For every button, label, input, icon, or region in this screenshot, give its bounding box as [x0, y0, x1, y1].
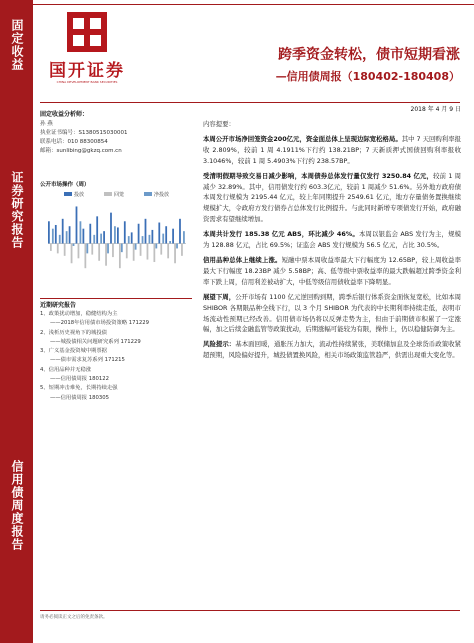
- chart-bar: [50, 244, 52, 251]
- paragraph-5-lead: 展望下周，: [203, 292, 236, 301]
- chart-panel: [40, 180, 190, 300]
- chart-bar: [158, 223, 160, 244]
- footer-disclaimer: 请务必阅读正文之后的免责条款。: [40, 615, 108, 620]
- chart-bar: [96, 216, 98, 243]
- chart-bar: [89, 224, 91, 244]
- related-item-source: ——城投债相关问题研究系列 171229: [50, 338, 141, 345]
- legend-label: 回笼: [114, 192, 125, 198]
- chart-bar: [117, 227, 119, 243]
- analyst-cert: 执业证书编号：S1380515030001: [40, 130, 128, 136]
- chart-bar: [66, 231, 68, 243]
- chart-bar: [153, 244, 155, 263]
- sidebar-top-label: 固定收益: [10, 19, 24, 71]
- chart-bar: [98, 244, 100, 261]
- top-rule: [33, 4, 474, 5]
- report-title: 跨季资金转松，债市短期看涨: [278, 47, 460, 63]
- related-item-source: ——债市需求复苏系列 171215: [50, 357, 125, 364]
- chart-bar: [57, 244, 59, 254]
- analyst-name: 孙 燕: [40, 121, 53, 127]
- legend-swatch: [104, 192, 112, 196]
- sidebar-mid-label: 证券研究报告: [10, 171, 24, 249]
- chart-bar: [100, 234, 102, 244]
- chart-bar: [52, 229, 54, 244]
- chart-bar: [119, 244, 121, 269]
- chart-bar: [121, 244, 123, 253]
- analyst-email[interactable]: 邮箱：sunlibing@gkzq.com.cn: [40, 148, 122, 154]
- paragraph-2-lead: 受清明假期导致交易日减少影响，本周债券总体发行量仅发行 3250.84 亿元，: [203, 171, 434, 180]
- chart-bar: [176, 244, 178, 249]
- chart-bar: [126, 244, 128, 259]
- chart-bar: [105, 244, 107, 266]
- paragraph-5: [203, 292, 461, 336]
- header-rule: [40, 102, 460, 103]
- report-body: [203, 104, 461, 365]
- chart-bar: [174, 244, 176, 264]
- related-item[interactable]: 4、信用品种并无稳涨: [40, 366, 92, 373]
- logo-mark-icon: [67, 12, 107, 52]
- paragraph-6-text: 基本面回暖，通胀压力加大，流动性持续紧张，美联储加息及全球货币政策收紧超预期，风险偏好提升，城投债置换风险，相关市场政策监管趋严，供需出现重大变化等。: [203, 340, 462, 360]
- chart-bar: [110, 213, 112, 244]
- chart-bar: [107, 244, 109, 254]
- chart-bar: [48, 221, 50, 243]
- chart-title: 公开市场操作（周）: [40, 182, 90, 188]
- chart-bar: [140, 244, 142, 256]
- related-item[interactable]: 5、短期冲击难免，长期持续走强: [40, 385, 118, 392]
- paragraph-3: [203, 229, 461, 251]
- company-logo: [47, 12, 127, 96]
- chart-bar: [55, 225, 57, 244]
- chart-bar: [147, 244, 149, 260]
- chart-bar: [133, 244, 135, 261]
- chart-bar: [135, 244, 137, 250]
- paragraph-6: [203, 339, 461, 361]
- chart-bar: [172, 229, 174, 244]
- related-heading: 近期研究报告: [40, 302, 77, 309]
- chart-svg: [40, 188, 190, 293]
- paragraph-4: [203, 255, 461, 288]
- related-item-source: ——信用债周报 180305: [50, 394, 109, 401]
- footer-rule: [40, 610, 460, 611]
- paragraph-3-lead: 本周共计发行 185.38 亿元 ABS，环比减少 46%。: [203, 230, 359, 239]
- chart-bar: [131, 232, 133, 243]
- related-item[interactable]: 2、浅析历史视角下的城投债: [40, 329, 107, 336]
- paragraph-6-lead: 风险提示：: [203, 340, 236, 349]
- report-subtitle: —信用债周报（180402-180408）: [275, 70, 460, 83]
- logo-english: CHINA DEVELOPMENT BANK SECURITIES: [56, 80, 118, 84]
- chart-bar: [80, 221, 82, 243]
- paragraph-1: [203, 134, 461, 167]
- chart-bar: [76, 206, 78, 243]
- chart-bar: [128, 236, 130, 243]
- legend-swatch: [64, 192, 72, 196]
- chart-bar: [103, 231, 105, 243]
- chart-bar: [71, 244, 73, 264]
- chart-bar: [91, 244, 93, 255]
- chart-bar: [93, 235, 95, 244]
- chart-bar: [69, 226, 71, 243]
- related-item[interactable]: 1、政策扰动增加，稳健结构为主: [40, 311, 118, 317]
- chart-bar: [160, 244, 162, 255]
- chart-bar: [83, 229, 85, 244]
- related-rule: [40, 298, 192, 299]
- chart-bar: [73, 244, 75, 246]
- chart-bar: [64, 244, 66, 256]
- legend-label: 净投放: [154, 192, 170, 198]
- logo-name: 国开证券: [49, 61, 125, 81]
- related-list: [40, 310, 192, 403]
- sidebar-bottom-label: 信用债周度报告: [10, 459, 24, 551]
- chart-bar: [162, 234, 164, 244]
- chart-bar: [165, 226, 167, 243]
- chart-bar: [181, 244, 183, 256]
- chart-bar: [179, 219, 181, 244]
- chart-bar: [84, 244, 86, 269]
- chart-bar: [124, 221, 126, 243]
- paragraph-4-lead: 信用品种总体上继续上涨。: [203, 255, 282, 264]
- chart-bar: [62, 219, 64, 244]
- chart-bar: [142, 236, 144, 243]
- chart-bar: [78, 244, 80, 259]
- chart-bar: [138, 224, 140, 244]
- report-date: 2018 年 4 月 9 日: [410, 106, 461, 113]
- paragraph-2: [203, 171, 461, 226]
- paragraph-3-text: 本周以银监会 ABS 发行为主，规模为 128.88 亿元，占比 69.5%；证监会 ABS 发行规模为 56.5 亿元，占比 30.5%。: [203, 230, 462, 250]
- chart-bar: [167, 244, 169, 259]
- sidebar: [0, 0, 33, 643]
- chart-bar: [114, 226, 116, 243]
- related-item-source: ——信用债周报 180122: [50, 376, 109, 383]
- related-item-source: ——2018年信用债市场投资策略 171229: [50, 320, 149, 327]
- chart-bar: [86, 244, 88, 254]
- chart-bar: [149, 235, 151, 244]
- legend-label: 投放: [74, 192, 85, 198]
- paragraph-2-text: 较前 1 周减少 32.89%。其中，信用债发行约 603.3亿元，较前 1 周减少 51.6%。另外地方政府债本周发行规模为 2195.44 亿元，较上年同期提升 2549.61 亿元，地方存量债务置换继续规模扩大，令政府方发行债券占总体发行比例提升。与此同时新增专项债发行开始，政府融资需求有望继续增加。: [203, 171, 461, 224]
- chart-bar: [59, 235, 61, 244]
- chart-bar: [145, 219, 147, 244]
- chart-bar: [112, 244, 114, 258]
- paragraph-1-text: 其中 7 天回购利率报收 2.809%，较前 1 周 4.1911%下行约 138.21BP；7 天新质押式国债回购利率报收 3.1046%，较前 1 周 5.4903%下行约 238.57BP。: [203, 134, 461, 165]
- legend-swatch: [144, 192, 152, 196]
- paragraph-5-text: 公开市场有 1100 亿元逆回购到期，跨季后银行体系资金面恢复宽松，比如本周 SHIBOR 各期限品种全线下行，以 3 个月 SHIBOR 为代表的中长期利率持续走低，表明市场流动性预期已经改善。信用债市场仍将以反弹走势为主，但由于前期债市积累了一定涨幅，加之后续金融监管等政策扰动，后期涨幅可能较为有限，操作上，仍以稳健防御为主。: [203, 292, 462, 334]
- chart-bar: [155, 244, 157, 249]
- analyst-heading: 固定收益分析师：: [40, 111, 89, 118]
- chart-bar: [152, 230, 154, 244]
- chart-bar: [183, 231, 185, 243]
- analyst-phone: 联系电话：010 88300854: [40, 139, 108, 145]
- chart-bar: [169, 241, 171, 243]
- analyst-panel: [40, 109, 192, 156]
- related-item[interactable]: 3、广义基金投资城中期票据: [40, 348, 107, 355]
- paragraph-1-lead: 本周公开市场净回笼资金200亿元，资金面总体上呈现边际宽松格局。: [203, 134, 402, 143]
- summary-label: 内容提要：: [203, 120, 235, 128]
- paragraph-4-text: 短融中票本周收益率最大下行幅度为 12.65BP，较上周收益率最大下行幅度 18.23BP 减少 5.58BP；高、低等级中票收益率的最大跌幅超过跨季资金利率下跌上周，信用利差被动扩大，中低等级信用债收益率下降明显。: [203, 255, 461, 286]
